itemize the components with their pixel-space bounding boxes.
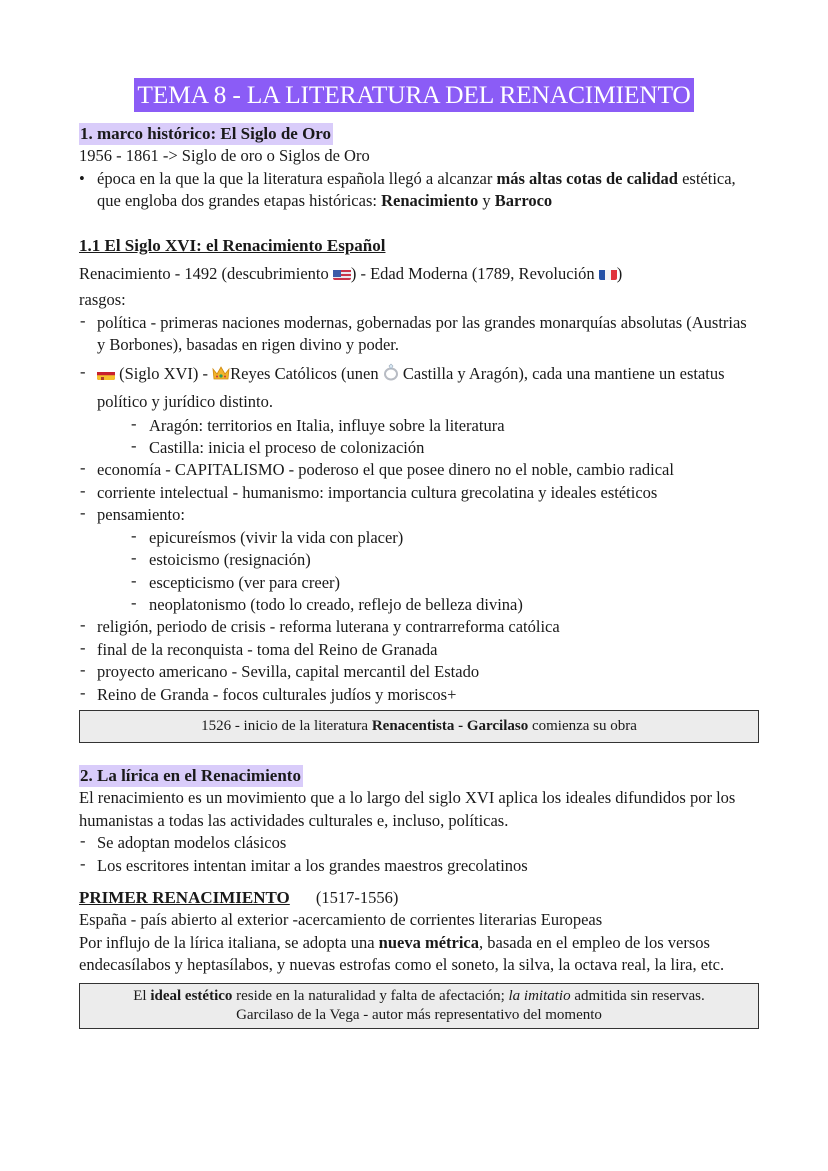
section-heading: 1. marco histórico: El Siglo de Oro [79,123,333,145]
text: y [478,191,495,211]
text: corriente intelectual - humanismo: importancia cultura grecolatina y ideales estéticos [97,482,658,502]
section-1 [79,123,759,213]
section-2 [79,765,759,877]
text: Los escritores intentan imitar a los grandes maestros grecolatinos [97,855,528,875]
dash-marker: - [131,436,137,456]
text: proyecto americano - Sevilla, capital mercantil del Estado [97,662,480,682]
text: Por influjo de la lírica italiana, se adopta una [79,932,379,952]
text: final de la reconquista - toma del Reino de Granada [97,639,438,659]
text: estética, que engloba dos grandes etapas históricas: [97,168,736,211]
sub-list-item [79,437,759,459]
title-wrap [0,78,828,112]
spain-flag-icon [97,367,115,380]
list-item [79,504,759,526]
list-item [79,482,759,504]
list-item [79,855,759,877]
callout-box [79,983,759,1029]
callout-box [79,710,759,743]
bold-text: nueva métrica [378,932,480,952]
paragraph: 1956 - 1861 -> Siglo de oro o Siglos de Oro [79,146,370,166]
list-item [79,168,759,213]
dash-marker: - [80,831,86,851]
text: reside en la naturalidad y falta de afectación; [232,987,509,1004]
sub-list-item [79,549,759,571]
page-title: TEMA 8 - LA LITERATURA DEL RENACIMIENTO [134,78,693,112]
text: , basada en el empleo de los versos endecasílabos y heptasílabos, y nuevas estrofas como el soneto, la silva, la octava real, la lira, etc. [79,932,725,975]
text: Aragón: territorios en Italia, influye sobre la literatura [149,415,505,435]
rasgos-label: rasgos: [79,290,126,310]
subsection-heading-row [79,887,759,909]
text: religión, periodo de crisis - reforma luterana y contrarreforma católica [97,617,560,637]
spacer [79,743,759,765]
text: admitida sin reservas. [570,987,705,1004]
spacer [79,877,759,887]
dash-marker: - [80,310,86,330]
list-item [79,459,759,481]
subsection-heading: PRIMER RENACIMIENTO [79,887,290,907]
bold-text: Barroco [494,191,553,211]
bold-text: Renacentista - Garcilaso [371,717,529,734]
ring-icon [383,363,399,389]
list-item [79,616,759,638]
text: estoicismo (resignación) [149,550,311,570]
subsection-heading: 1.1 El Siglo XVI: el Renacimiento Español [79,235,386,255]
dash-marker: - [80,361,86,381]
sub-list-item [79,527,759,549]
text: Renacimiento - 1492 (descubrimiento [79,264,333,284]
dash-marker: - [131,570,137,590]
dash-marker: - [80,480,86,500]
paragraph [79,932,759,977]
years: (1517-1556) [315,887,399,907]
text: ) [616,264,623,284]
text: economía - CAPITALISMO - poderoso el que posee dinero no el noble, cambio radical [97,460,674,480]
section-1-1 [79,235,759,743]
dash-marker: - [131,413,137,433]
paragraph [79,263,759,285]
bullet-marker: • [79,168,85,188]
list-item [79,361,759,415]
paragraph: España - país abierto al exterior -acercamiento de corrientes literarias Europeas [79,910,603,930]
text: escepticismo (ver para creer) [149,572,341,592]
bold-text: más altas cotas de calidad [496,168,678,188]
france-flag-icon [599,267,617,280]
text: El [133,987,151,1004]
text: 1526 - inicio de la literatura [201,717,372,734]
text: neoplatonismo (todo lo creado, reflejo de belleza divina) [149,594,523,614]
sub-list-item [79,594,759,616]
dash-marker: - [80,853,86,873]
list-item [79,312,759,357]
text: comienza su obra [528,717,637,734]
text: ) - Edad Moderna (1789, Revolución [350,264,599,284]
paragraph: El renacimiento es un movimiento que a lo largo del siglo XVI aplica los ideales difundidos por los humanistas a todas las actividades culturales e, incluso, políticas. [79,788,736,830]
text: Se adoptan modelos clásicos [97,833,287,853]
text: Castilla y Aragón), cada una mantiene un estatus político y jurídico distinto. [97,363,725,411]
dash-marker: - [80,637,86,657]
bold-text: Renacimiento [381,191,479,211]
text: epicureísmos (vivir la vida con placer) [149,527,404,547]
callout-line [84,987,754,1006]
text: Castilla: inicia el proceso de colonización [149,438,425,458]
sub-list-item [79,572,759,594]
dash-marker: - [80,682,86,702]
list-item [79,832,759,854]
text: pensamiento: [97,505,185,525]
dash-marker: - [131,548,137,568]
spacer [79,213,759,235]
section-heading: 2. La lírica en el Renacimiento [79,765,303,787]
list-item [79,661,759,683]
callout-line: Garcilaso de la Vega - autor más representativo del momento [236,1006,602,1023]
text: Reino de Granda - focos culturales judíos y moriscos+ [97,684,457,704]
italic-text: la imitatio [508,987,571,1004]
us-flag-icon [333,267,351,280]
sub-list-item [79,415,759,437]
text: Reyes Católicos (unen [230,363,383,383]
content [79,123,759,1029]
list-item [79,684,759,706]
crown-icon [212,363,230,389]
dash-marker: - [131,525,137,545]
list-item [79,639,759,661]
text: política - primeras naciones modernas, gobernadas por las grandes monarquías absolutas (Austrias y Borbones), basadas en rigen divino y poder. [97,312,747,355]
text: (Siglo XVI) - [115,363,213,383]
dash-marker: - [80,615,86,635]
text: época en la que la que la literatura española llegó a alcanzar [97,168,497,188]
dash-marker: - [80,458,86,478]
dash-marker: - [131,592,137,612]
dash-marker: - [80,660,86,680]
section-primer-renacimiento [79,887,759,1029]
dash-marker: - [80,503,86,523]
bold-text: ideal estético [150,987,233,1004]
